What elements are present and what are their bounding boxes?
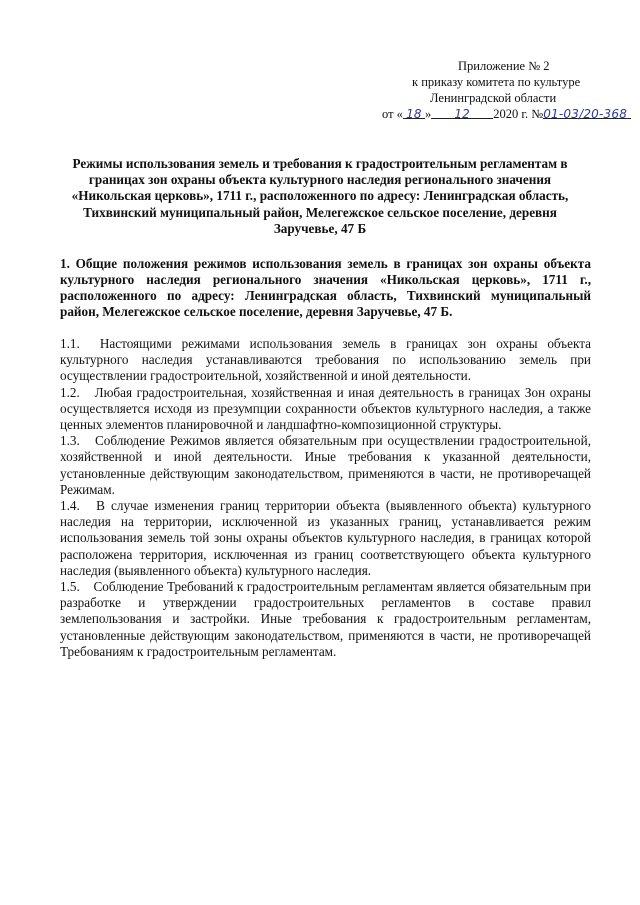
paragraph-text: Настоящими режимами использования земель в границах зон охраны объекта культурного наследия устанавливаются требования по использованию земель при осуществлении градостроительной, хозяйственной и иной деятельности. [60,336,591,384]
appendix-header [382,58,628,122]
paragraph-number: 1.5. [60,579,80,595]
date-mid: » [424,107,432,121]
region-name: Ленинградской области [430,91,557,105]
paragraph-1-4 [60,498,591,579]
paragraph-text: Любая градостроительная, хозяйственная и иная деятельность в границах Зон охраны осуществляется исходя из презумпции сохранности объектов культурного наследия, а также ценных элементов планировочной и ландшафтно-композиционной структуры. [60,384,591,433]
section-heading: 1. Общие положения режимов использования земель в границах зон охраны объекта культурного наследия регионального значения «Никольская церковь», 1711 г., расположенного по адресу: Ленинградская область, Тихвинский муниципальный район, Мелегежское сельское поселение, деревня Заручевье, 47 Б. [60,256,591,319]
date-month: 12 [431,106,493,119]
document-body [60,336,591,660]
paragraph-number: 1.3. [60,433,80,449]
date-prefix: от « [382,107,403,121]
order-reference: к приказу комитета по культуре [412,75,581,89]
appendix-number: Приложение № 2 [458,59,550,73]
paragraph-number: 1.2. [60,384,80,400]
paragraph-1-1 [60,336,591,385]
paragraph-1-3 [60,433,591,498]
order-number: 01-03/20-368 [543,106,631,119]
order-date-line [382,106,628,122]
paragraph-text: В случае изменения границ территории объекта (выявленного объекта) культурного наследия на территории, исключенной из указанных границ, устанавливается режим использования земель той зоны охраны объектов культурного наследия, в границах которой расположена территория, исключенная из границ соответствующего объекта культурного наследия (выявленного объекта) культурного наследия. [60,498,591,578]
date-day: 18 [403,106,425,119]
document-title: Режимы использования земель и требования к градостроительным регламентам в границах зон охраны объекта культурного наследия регионального значения «Никольская церковь», 1711 г., расположенного по адресу: Ленинградская область, Тихвинский муниципальный район, Мелегежское сельское поселение, деревня Заручевье, 47 Б [71,156,569,236]
paragraph-number: 1.1. [60,336,80,351]
paragraph-1-2 [60,385,591,434]
paragraph-text: Соблюдение Режимов является обязательным при осуществлении градостроительной, хозяйственной и иной деятельности. Иные требования к указанной деятельности, установленные действующим законодательством, применяются в части, не противоречащей Режимам. [60,433,591,497]
paragraph-number: 1.4. [60,498,80,514]
paragraph-1-5 [60,579,591,660]
paragraph-text: Соблюдение Требований к градостроительным регламентам является обязательным при разработке и утверждении градостроительных регламентов в составе правил землепользования и застройки. Иные требования к градостроительным регламентам, установленные действующим законодательством, применяются в части, не противоречащей Требованиям к градостроительным регламентам. [60,579,591,659]
date-year: 2020 г. № [493,107,544,121]
